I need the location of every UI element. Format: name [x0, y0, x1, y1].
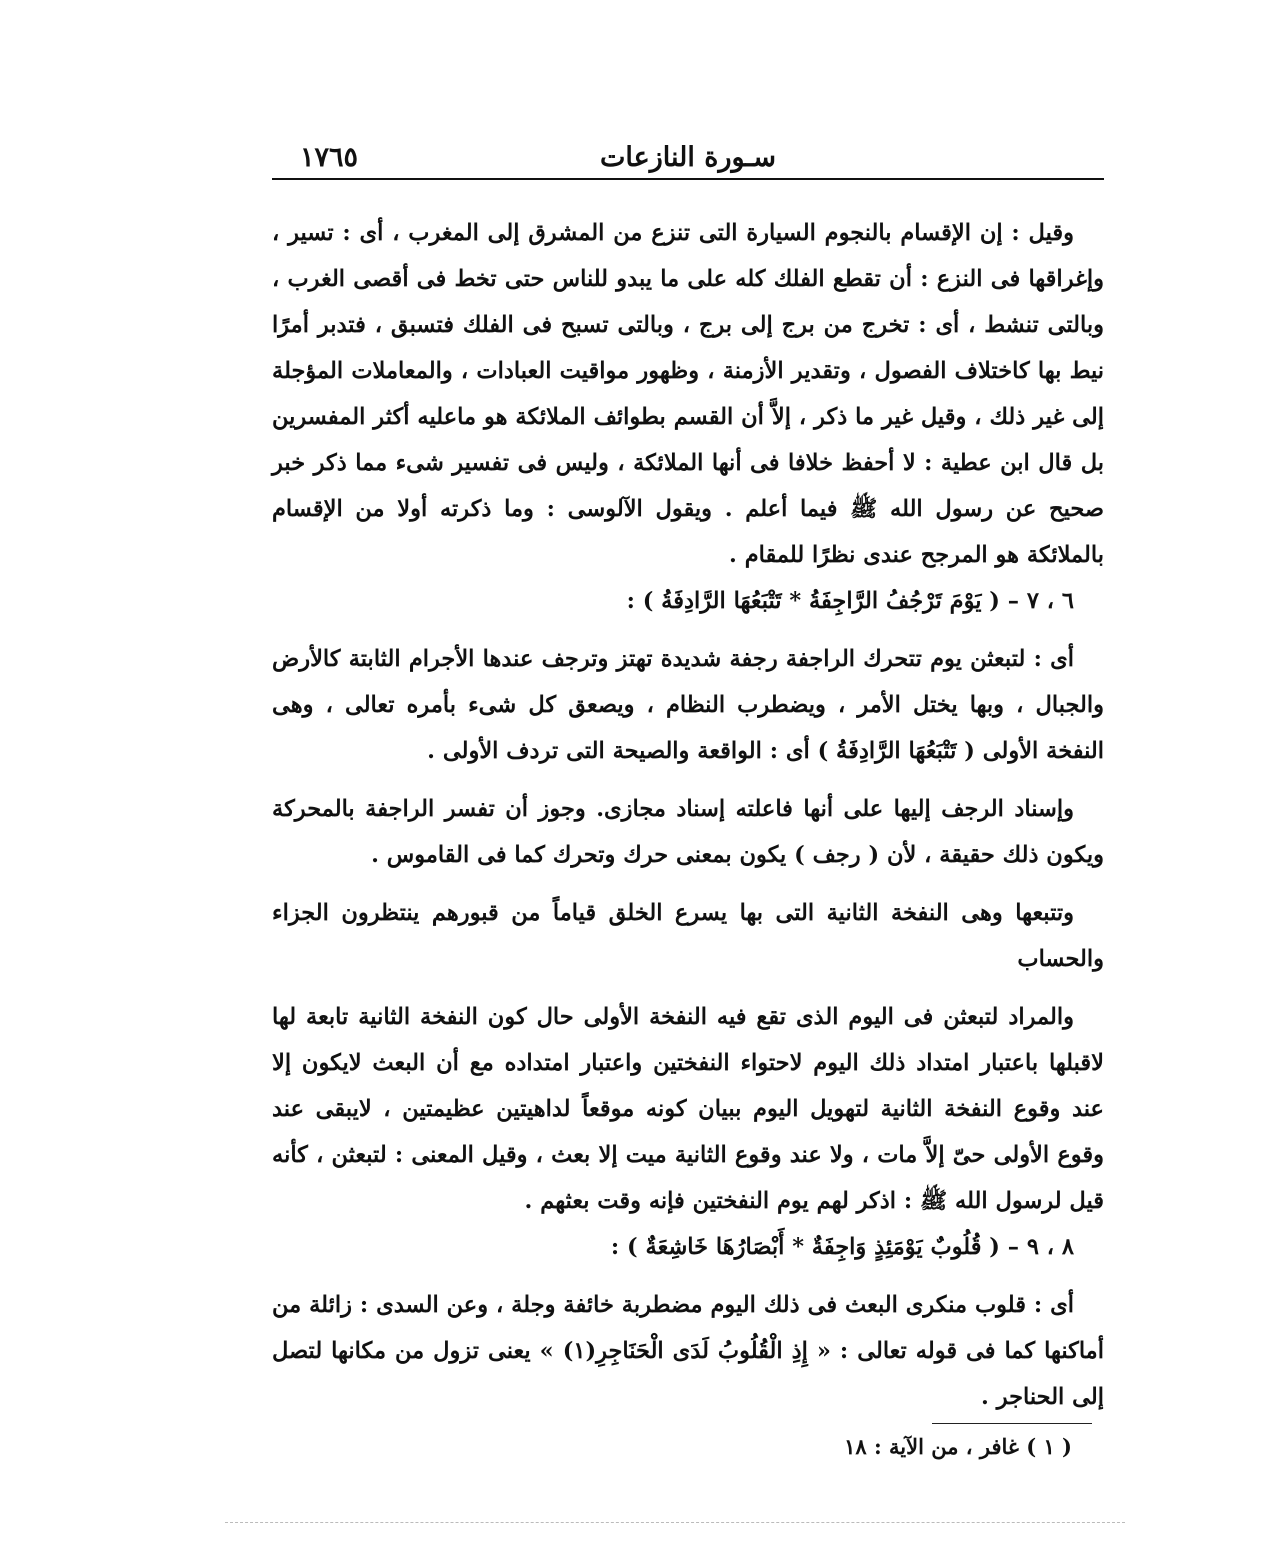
footnote-rule: [932, 1423, 1092, 1424]
page-body: [272, 210, 1104, 1420]
page-bottom-edge: [225, 1522, 1125, 1523]
paragraph-5: والمراد لتبعثن فى اليوم الذى تقع فيه النفخة الأولى حال كون النفخة الثانية تابعة لها لاقبلها باعتبار امتداد ذلك اليوم لاحتواء النفختين واعتبار امتداده مع أن البعث لايكون إلا عند وقوع النفخة الثانية لتهويل اليوم ببيان كونه موقعاً لداهيتين عظيمتين ، لايبقى عند وقوع الأولى حىّ إلاَّ مات ، ولا عند وقوع الثانية ميت إلا بعث ، وقيل المعنى : لتبعثن ، كأنه قيل لرسول الله ﷺ : اذكر لهم يوم النفختين فإنه وقت بعثهم .: [272, 1004, 1104, 1214]
verse-heading-8-9: ٨ ، ٩ – ( قُلُوبٌ يَوْمَئِذٍ وَاجِفَةٌ * أَبْصَارُهَا خَاشِعَةٌ ) :: [610, 1234, 1074, 1260]
paragraph-2: أى : لتبعثن يوم تتحرك الراجفة رجفة شديدة تهتز وترجف عندها الأجرام الثابتة كالأرض والجبال ، وبها يختل الأمر ، ويضطرب النظام ، ويصعق كل شىء بأمره تعالى ، وهى النفخة الأولى ( تَتْبَعُهَا الرَّادِفَةُ ) أى : الواقعة والصيحة التى تردف الأولى .: [272, 646, 1104, 764]
page-number: ١٧٦٥: [300, 142, 359, 173]
paragraph-1: وقيل : إن الإقسام بالنجوم السيارة التى تنزع من المشرق إلى المغرب ، أى : تسير ، وإغراقها فى النزع : أن تقطع الفلك كله على ما يبدو للناس حتى تخط فى أقصى الغرب ، وبالتى تنشط ، أى : تخرج من برج إلى برج ، وبالتى تسبح فى الفلك فتسبق ، فتدبر أمرًا نيط بها كاختلاف الفصول ، وتقدير الأزمنة ، وظهور مواقيت العبادات ، والمعاملات المؤجلة إلى غير ذلك ، وقيل غير ما ذكر ، إلاَّ أن القسم بطوائف الملائكة هو ماعليه أكثر المفسرين بل قال ابن عطية : لا أحفظ خلافا فى أنها الملائكة ، وليس فى تفسير شىء مما ذكر خبر صحيح عن رسول الله ﷺ فيما أعلم . ويقول الآلوسى : وما ذكرته أولا من الإقسام بالملائكة هو المرجح عندى نظرًا للمقام .: [272, 220, 1104, 568]
paragraph-6: أى : قلوب منكرى البعث فى ذلك اليوم مضطربة خائفة وجلة ، وعن السدى : زائلة من أماكنها كما فى قوله تعالى : « إِذِ الْقُلُوبُ لَدَى الْحَنَاجِرِ(١) » يعنى تزول من مكانها لتصل إلى الحناجر .: [272, 1292, 1104, 1410]
header-rule: [272, 178, 1104, 180]
surah-title: سـورة النازعات: [600, 142, 776, 173]
paragraph-4: وتتبعها وهى النفخة الثانية التى بها يسرع الخلق قياماً من قبورهم ينتظرون الجزاء والحساب: [272, 900, 1104, 972]
page-header: [272, 138, 1104, 178]
paragraph-3: وإسناد الرجف إليها على أنها فاعلته إسناد مجازى. وجوز أن تفسر الراجفة بالمحركة ويكون ذلك حقيقة ، لأن ( رجف ) يكون بمعنى حرك وتحرك كما فى القاموس .: [272, 796, 1104, 868]
verse-heading-6-7: ٦ ، ٧ – ( يَوْمَ تَرْجُفُ الرَّاجِفَةُ * تَتْبَعُهَا الرَّادِفَةُ ) :: [626, 588, 1074, 614]
footnote: ( ١ ) غافر ، من الآية : ١٨: [844, 1434, 1072, 1459]
